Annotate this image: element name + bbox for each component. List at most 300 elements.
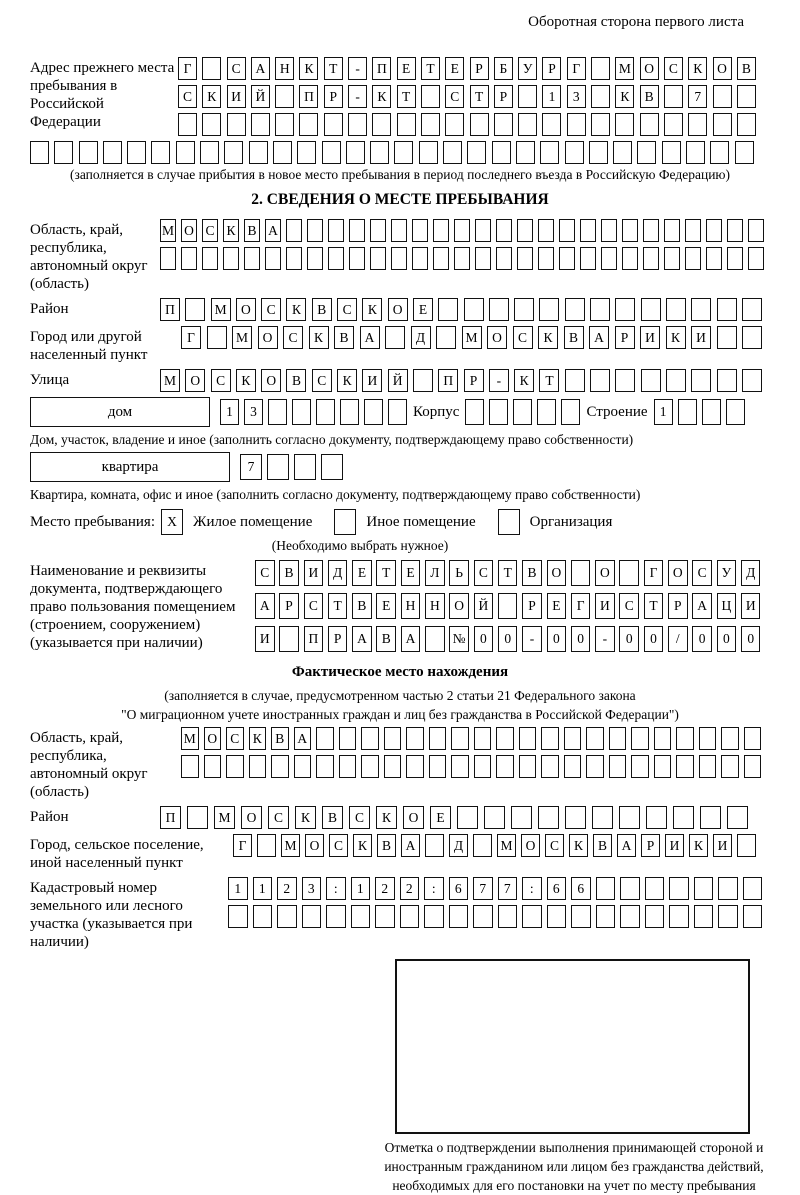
field-document [30, 560, 770, 652]
char-box [744, 755, 762, 778]
house-note: Дом, участок, владение и иное (заполнить согласно документу, подтверждающему право собственности) [30, 432, 634, 447]
korpus-label: Корпус [413, 403, 460, 420]
char-box [391, 219, 407, 242]
char-box: К [223, 219, 239, 242]
char-box [273, 141, 292, 164]
char-box [742, 298, 762, 321]
char-box [744, 727, 762, 750]
char-box [181, 247, 197, 270]
char-box: Р [464, 369, 484, 392]
char-box: П [160, 298, 180, 321]
char-box [513, 399, 532, 425]
char-box-row [228, 877, 762, 900]
char-box: У [717, 560, 737, 586]
char-box [565, 369, 585, 392]
char-box [565, 141, 584, 164]
char-box: С [349, 806, 370, 829]
confirmation-stamp-note: Отметка о подтверждении выполнения принимающей стороной и иностранным гражданином или лицом без гражданства действий, необходимых для его постановки на учет по месту пребывания [384, 1140, 764, 1193]
char-box: Т [324, 57, 343, 80]
char-box [185, 298, 205, 321]
char-box [717, 298, 737, 321]
char-box: 1 [351, 877, 371, 900]
char-box [591, 113, 610, 136]
char-box [561, 399, 580, 425]
actual-city-label: Город, сельское поселение, иной населенный пункт [30, 837, 204, 871]
char-box [654, 755, 672, 778]
char-box [664, 85, 683, 108]
char-box: В [279, 560, 299, 586]
char-box: Р [494, 85, 513, 108]
char-box [489, 399, 508, 425]
char-box [384, 755, 402, 778]
char-box: В [377, 834, 396, 857]
char-box [224, 141, 243, 164]
char-box: 6 [571, 877, 591, 900]
char-box: У [518, 57, 537, 80]
char-box [619, 560, 639, 586]
char-box [364, 399, 383, 425]
char-box: К [569, 834, 588, 857]
char-box [727, 806, 748, 829]
char-box: Е [401, 560, 421, 586]
char-box: К [202, 85, 221, 108]
char-box: О [487, 326, 507, 349]
char-box [103, 141, 122, 164]
char-box: В [352, 593, 372, 619]
char-box-row [160, 247, 764, 270]
char-box [676, 727, 694, 750]
char-box: 2 [375, 877, 395, 900]
char-box [496, 247, 512, 270]
char-box [694, 905, 714, 928]
char-box: В [312, 298, 332, 321]
field-stay-type [30, 509, 770, 535]
char-box-row [255, 593, 760, 619]
char-box [202, 113, 221, 136]
char-box [699, 755, 717, 778]
char-box [391, 247, 407, 270]
char-box [413, 369, 433, 392]
char-box: А [589, 326, 609, 349]
char-box [421, 85, 440, 108]
char-box [464, 298, 484, 321]
apartment-note: Квартира, комната, офис и иное (заполнить согласно документу, подтверждающему право собственности) [30, 487, 641, 502]
char-box: К [666, 326, 686, 349]
field-region [30, 219, 770, 293]
char-box [615, 369, 635, 392]
field-apartment [30, 452, 770, 482]
char-box [559, 247, 575, 270]
cadastral-label: Кадастровый номер земельного или лесного участка (указывается при наличии) [30, 880, 193, 950]
char-box [351, 905, 371, 928]
char-box [664, 219, 680, 242]
char-box [596, 877, 616, 900]
char-box: Д [449, 834, 468, 857]
char-box [742, 369, 762, 392]
char-box [316, 727, 334, 750]
char-box: А [255, 593, 275, 619]
char-box: М [214, 806, 235, 829]
char-box: И [640, 326, 660, 349]
char-box: К [236, 369, 256, 392]
char-box: С [329, 834, 348, 857]
char-box [717, 326, 737, 349]
char-box [498, 905, 518, 928]
char-box [370, 219, 386, 242]
char-box [609, 727, 627, 750]
char-box: 3 [244, 399, 263, 425]
char-box: 3 [567, 85, 586, 108]
char-box: С [226, 727, 244, 750]
char-box [326, 905, 346, 928]
char-box-row [178, 57, 756, 80]
char-box: М [211, 298, 231, 321]
char-box: М [462, 326, 482, 349]
char-box: : [522, 877, 542, 900]
char-box: 7 [240, 454, 262, 480]
char-box [735, 141, 754, 164]
char-box [615, 298, 635, 321]
char-box [475, 219, 491, 242]
char-box: С [513, 326, 533, 349]
char-box [645, 877, 665, 900]
char-box [451, 755, 469, 778]
char-box-row [181, 326, 762, 349]
char-box [457, 806, 478, 829]
char-box: Е [376, 593, 396, 619]
page-header-note: Оборотная сторона первого листа [528, 14, 744, 30]
char-box-row [233, 834, 756, 857]
char-box: Г [178, 57, 197, 80]
char-box: 0 [571, 626, 591, 652]
char-box: Й [388, 369, 408, 392]
char-box [346, 141, 365, 164]
char-box [322, 141, 341, 164]
char-box: К [286, 298, 306, 321]
char-box: О [241, 806, 262, 829]
field-previous-address [30, 57, 770, 136]
char-box: 1 [228, 877, 248, 900]
checkbox-residential [161, 509, 183, 535]
char-box: / [668, 626, 688, 652]
char-box [202, 247, 218, 270]
char-box: Л [425, 560, 445, 586]
char-box [514, 298, 534, 321]
char-box [580, 247, 596, 270]
char-box: Т [539, 369, 559, 392]
char-box: Т [397, 85, 416, 108]
char-box: Е [413, 298, 433, 321]
char-box [438, 298, 458, 321]
char-box [425, 626, 445, 652]
char-box [721, 727, 739, 750]
char-box [316, 399, 335, 425]
char-box: Р [542, 57, 561, 80]
char-box [348, 113, 367, 136]
char-box [279, 626, 299, 652]
char-box: 0 [498, 626, 518, 652]
char-box-row [160, 806, 748, 829]
char-box: Г [233, 834, 252, 857]
char-box: К [538, 326, 558, 349]
char-box [294, 454, 316, 480]
char-box: С [178, 85, 197, 108]
char-box [349, 247, 365, 270]
char-box [249, 755, 267, 778]
char-box [207, 326, 227, 349]
char-box: Е [547, 593, 567, 619]
char-box: К [362, 298, 382, 321]
char-box [596, 905, 616, 928]
district-label: Район [30, 301, 69, 317]
char-box [518, 85, 537, 108]
char-box: С [268, 806, 289, 829]
char-box: П [372, 57, 391, 80]
actual-region-label: Область, край, республика, автономный округ (область) [30, 730, 148, 800]
char-box [321, 454, 343, 480]
char-box [324, 113, 343, 136]
char-box [615, 113, 634, 136]
char-box: - [595, 626, 615, 652]
char-box [385, 326, 405, 349]
char-box [541, 755, 559, 778]
char-box: С [211, 369, 231, 392]
char-box [275, 85, 294, 108]
char-box [538, 247, 554, 270]
char-box [429, 727, 447, 750]
char-box: О [449, 593, 469, 619]
char-box [271, 755, 289, 778]
char-box [489, 298, 509, 321]
field-cadastral [30, 877, 770, 951]
char-box: Р [522, 593, 542, 619]
char-box [727, 247, 743, 270]
char-box [498, 593, 518, 619]
char-box [465, 399, 484, 425]
char-box [443, 141, 462, 164]
char-box [473, 905, 493, 928]
char-box [631, 755, 649, 778]
char-box [372, 113, 391, 136]
char-box [641, 298, 661, 321]
char-box: К [372, 85, 391, 108]
actual-location-note-2: "О миграционном учете иностранных граждан и лиц без гражданства в Российской Федерации") [121, 707, 679, 722]
char-box: М [181, 727, 199, 750]
char-box [449, 905, 469, 928]
char-box [249, 141, 268, 164]
char-box [79, 141, 98, 164]
char-box [425, 834, 444, 857]
char-box: 0 [692, 626, 712, 652]
char-box: К [376, 806, 397, 829]
char-box: Р [615, 326, 635, 349]
char-box: И [255, 626, 275, 652]
char-box [685, 219, 701, 242]
char-box [294, 755, 312, 778]
char-box: 0 [547, 626, 567, 652]
char-box: В [522, 560, 542, 586]
char-box: Р [470, 57, 489, 80]
char-box: В [376, 626, 396, 652]
char-box: В [286, 369, 306, 392]
char-box [433, 247, 449, 270]
char-box [473, 834, 492, 857]
char-box [496, 727, 514, 750]
char-box [277, 905, 297, 928]
char-box: В [640, 85, 659, 108]
char-box: С [545, 834, 564, 857]
char-box [297, 141, 316, 164]
char-box: О [403, 806, 424, 829]
char-box: И [691, 326, 711, 349]
field-city [30, 326, 770, 364]
char-box: А [294, 727, 312, 750]
field-house [30, 397, 770, 427]
char-box [370, 247, 386, 270]
char-box [516, 141, 535, 164]
char-box: К [299, 57, 318, 80]
char-box [737, 85, 756, 108]
char-box [176, 141, 195, 164]
char-box [275, 113, 294, 136]
char-box-row [228, 905, 762, 928]
char-box [181, 755, 199, 778]
region-label: Область, край, республика, автономный округ (область) [30, 222, 148, 292]
char-box: Г [181, 326, 201, 349]
char-box: М [615, 57, 634, 80]
char-box [200, 141, 219, 164]
char-box [737, 113, 756, 136]
char-box: Т [421, 57, 440, 80]
char-box [30, 141, 49, 164]
char-box [496, 219, 512, 242]
char-box [643, 219, 659, 242]
char-box [299, 113, 318, 136]
char-box [394, 141, 413, 164]
char-box [370, 141, 389, 164]
char-box: Т [644, 593, 664, 619]
char-box [474, 755, 492, 778]
char-box [307, 247, 323, 270]
char-box [609, 755, 627, 778]
char-box [307, 219, 323, 242]
char-box: Н [275, 57, 294, 80]
char-box: № [449, 626, 469, 652]
char-box [454, 247, 470, 270]
char-box [654, 727, 672, 750]
confirmation-stamp-box [395, 959, 750, 1134]
char-box [384, 727, 402, 750]
char-box: Е [397, 57, 416, 80]
char-box [726, 399, 745, 425]
char-box: С [337, 298, 357, 321]
char-box-row [220, 399, 407, 425]
char-box-row [160, 369, 762, 392]
char-box: С [283, 326, 303, 349]
char-box [643, 247, 659, 270]
char-box: И [665, 834, 684, 857]
char-box: О [713, 57, 732, 80]
char-box: - [348, 57, 367, 80]
char-box: Й [474, 593, 494, 619]
char-box [592, 806, 613, 829]
char-box: О [258, 326, 278, 349]
char-box [571, 905, 591, 928]
char-box [620, 905, 640, 928]
char-box [388, 399, 407, 425]
char-box: О [236, 298, 256, 321]
char-box [619, 806, 640, 829]
char-box: Т [498, 560, 518, 586]
char-box: Б [494, 57, 513, 80]
char-box [494, 113, 513, 136]
char-box [244, 247, 260, 270]
city-label: Город или другой населенный пункт [30, 329, 148, 363]
char-box: 1 [253, 877, 273, 900]
char-box [748, 219, 764, 242]
char-box: О [547, 560, 567, 586]
char-box [292, 399, 311, 425]
char-box: Н [425, 593, 445, 619]
char-box [718, 877, 738, 900]
char-box [328, 247, 344, 270]
char-box: К [689, 834, 708, 857]
char-box [223, 247, 239, 270]
char-box: 1 [654, 399, 673, 425]
char-box-row [178, 85, 756, 108]
char-box: С [692, 560, 712, 586]
section2-title: 2. СВЕДЕНИЯ О МЕСТЕ ПРЕБЫВАНИЯ [251, 191, 549, 208]
char-box: К [353, 834, 372, 857]
char-box [339, 755, 357, 778]
char-box [622, 219, 638, 242]
char-box: Ц [717, 593, 737, 619]
char-box: К [615, 85, 634, 108]
char-box: А [251, 57, 270, 80]
stroenie-label: Строение [586, 403, 648, 420]
char-box [742, 326, 762, 349]
char-box [580, 219, 596, 242]
char-box: В [564, 326, 584, 349]
char-box [727, 219, 743, 242]
char-box [699, 727, 717, 750]
actual-district-label: Район [30, 809, 69, 825]
char-box [433, 219, 449, 242]
char-box [547, 905, 567, 928]
checkbox-other-premises [334, 509, 356, 535]
char-box: 0 [717, 626, 737, 652]
char-box [361, 755, 379, 778]
document-label: Наименование и реквизиты документа, подтверждающего право пользования помещением (строением, сооружением) (указывается при наличии) [30, 563, 236, 651]
char-box: И [741, 593, 761, 619]
char-box [406, 727, 424, 750]
field-actual-district [30, 806, 770, 829]
char-box: В [593, 834, 612, 857]
char-box: О [595, 560, 615, 586]
char-box: - [348, 85, 367, 108]
char-box [565, 806, 586, 829]
char-box: С [227, 57, 246, 80]
char-box: Е [352, 560, 372, 586]
char-box [613, 141, 632, 164]
char-box: В [271, 727, 289, 750]
char-box [522, 905, 542, 928]
char-box [178, 113, 197, 136]
char-box: В [334, 326, 354, 349]
char-box [691, 369, 711, 392]
char-box [375, 905, 395, 928]
char-box [571, 560, 591, 586]
